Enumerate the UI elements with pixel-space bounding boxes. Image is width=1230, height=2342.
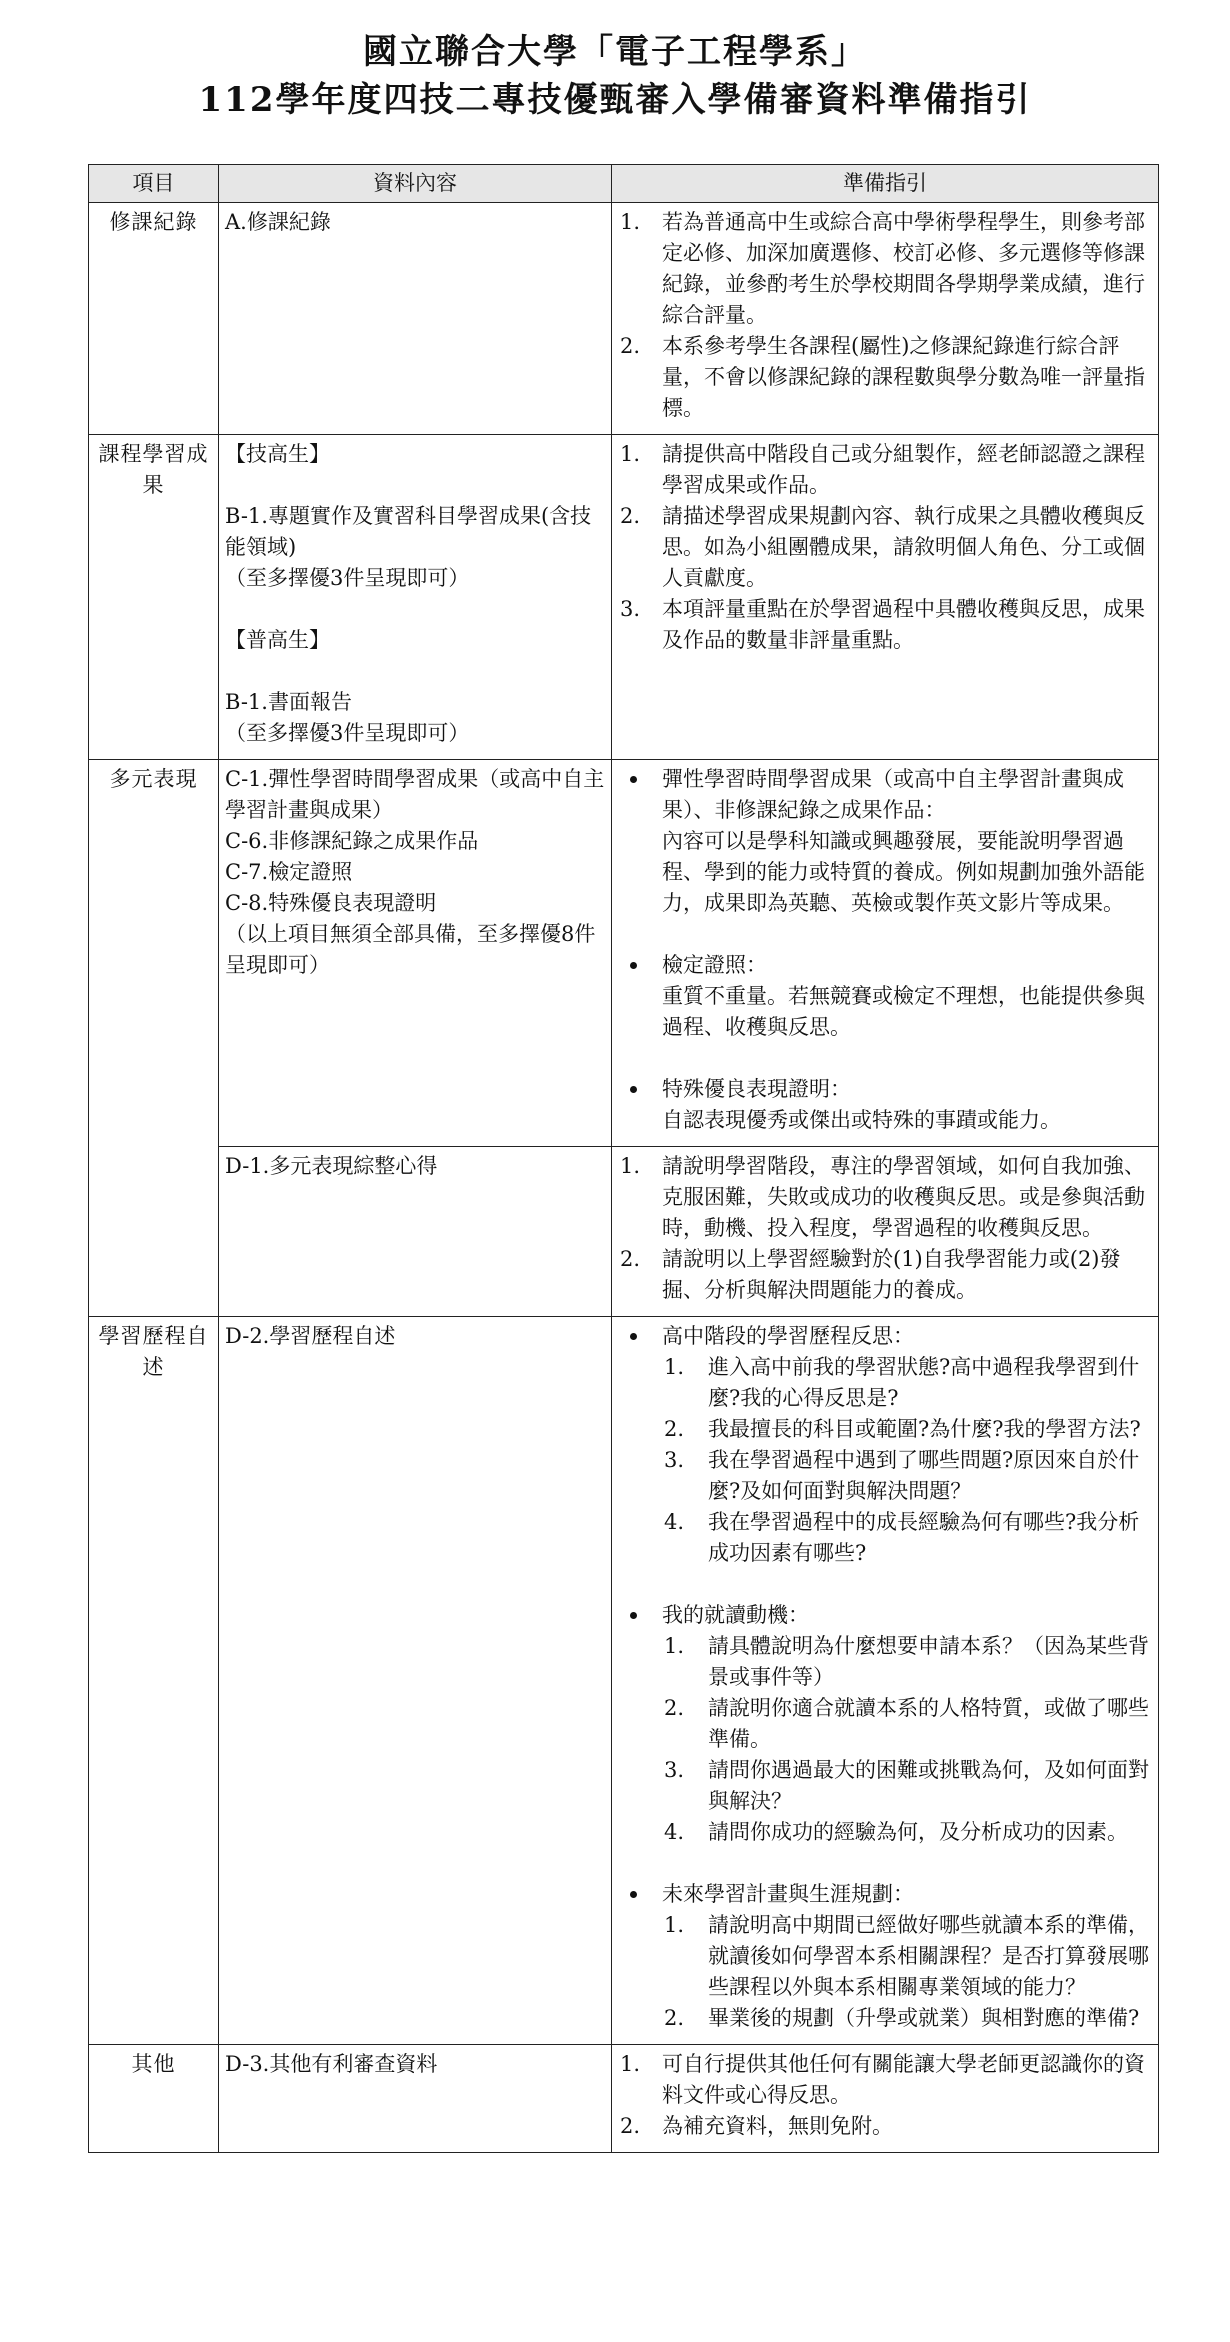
- item-cell: 修課紀錄: [89, 203, 219, 435]
- content-cell: D-1.多元表現綜整心得: [219, 1147, 612, 1317]
- page-subtitle: 112學年度四技二專技優甄審入學備審資料準備指引: [198, 80, 1032, 120]
- header-guide: 準備指引: [612, 165, 1159, 203]
- content-cell: D-3.其他有利審查資料: [219, 2045, 612, 2153]
- table-row-diverse: [89, 760, 1159, 1147]
- sub-item: 請問你成功的經驗為何，及分析成功的因素。: [708, 1820, 1128, 1844]
- guideline-table: [88, 164, 1159, 2153]
- content-line: B-1.專題實作及實習科目學習成果(含技能領域): [225, 504, 592, 559]
- table-row-learning: [89, 435, 1159, 760]
- guide-item: 請提供高中階段自己或分組製作，經老師認證之課程學習成果或作品。: [662, 442, 1145, 497]
- content-note: （至多擇優3件呈現即可）: [225, 721, 470, 745]
- general-student-label: 【普高生】: [225, 628, 330, 652]
- guide-bullet: [618, 1600, 1152, 1848]
- table-row-other: [89, 2045, 1159, 2153]
- guide-bullet: [618, 1879, 1152, 2034]
- bullet-head: 我的就讀動機：: [662, 1603, 809, 1627]
- guide-bullet: [618, 1321, 1152, 1569]
- guide-item: 本系參考學生各課程(屬性)之修課紀錄進行綜合評量，不會以修課紀錄的課程數與學分數為唯一評量指標。: [662, 334, 1145, 420]
- sub-item: 請說明高中期間已經做好哪些就讀本系的準備，就讀後如何學習本系相關課程？是否打算發展哪些課程以外與本系相關專業領域的能力？: [708, 1913, 1149, 1999]
- bullet-head: 彈性學習時間學習成果（或高中自主學習計畫與成果）、非修課紀錄之成果作品：: [662, 767, 1124, 822]
- guide-item: 請說明以上學習經驗對於(1)自我學習能力或(2)發掘、分析與解決問題能力的養成。: [662, 1247, 1121, 1302]
- guide-cell: [612, 2045, 1159, 2153]
- header-content: 資料內容: [219, 165, 612, 203]
- sub-item: 我在學習過程中的成長經驗為何有哪些?我分析成功因素有哪些?: [708, 1510, 1140, 1565]
- content-cell: A.修課紀錄: [219, 203, 612, 435]
- sub-item: 我最擅長的科目或範圍?為什麼?我的學習方法?: [708, 1417, 1141, 1441]
- header-item: 項目: [89, 165, 219, 203]
- sub-item: 我在學習過程中遇到了哪些問題?原因來自於什麼?及如何面對與解決問題？: [708, 1448, 1140, 1503]
- content-note: （以上項目無須全部具備，至多擇優8件呈現即可）: [225, 922, 596, 977]
- sub-item: 請具體說明為什麼想要申請本系？（因為某些背景或事件等）: [708, 1634, 1149, 1689]
- guide-item: 請說明學習階段，專注的學習領域，如何自我加強、克服困難，失敗或成功的收穫與反思。或是參與活動時，動機、投入程度，學習過程的收穫與反思。: [662, 1154, 1145, 1240]
- item-cell: 課程學習成果: [89, 435, 219, 760]
- guide-cell: [612, 760, 1159, 1147]
- item-cell: 多元表現: [89, 760, 219, 1317]
- table-row-autobiography: [89, 1317, 1159, 2045]
- bullet-head: 特殊優良表現證明：: [662, 1077, 851, 1101]
- content-cell: D-2.學習歷程自述: [219, 1317, 612, 2045]
- guide-bullet: [618, 764, 1152, 919]
- sub-item: 畢業後的規劃（升學或就業）與相對應的準備?: [708, 2006, 1140, 2030]
- guide-item: 若為普通高中生或綜合高中學術學程學生，則參考部定必修、加深加廣選修、校訂必修、多元選修等修課紀錄，並參酌考生於學校期間各學期學業成績，進行綜合評量。: [662, 210, 1145, 327]
- bullet-body: 重質不重量。若無競賽或檢定不理想，也能提供參與過程、收穫與反思。: [662, 984, 1145, 1039]
- content-line: C-7.檢定證照: [225, 860, 353, 884]
- sub-item: 請說明你適合就讀本系的人格特質，或做了哪些準備。: [708, 1696, 1149, 1751]
- bullet-head: 高中階段的學習歷程反思：: [662, 1324, 914, 1348]
- content-line: C-8.特殊優良表現證明: [225, 891, 437, 915]
- guide-bullet: [618, 950, 1152, 1043]
- guide-item: 請描述學習成果規劃內容、執行成果之具體收穫與反思。如為小組團體成果，請敘明個人角色、分工或個人貢獻度。: [662, 504, 1145, 590]
- table-header-row: [89, 165, 1159, 203]
- page-title: 國立聯合大學「電子工程學系」: [363, 32, 867, 72]
- sub-item: 請問你遇過最大的困難或挑戰為何，及如何面對與解決？: [708, 1758, 1149, 1813]
- content-line: B-1.書面報告: [225, 690, 352, 714]
- guide-item: 可自行提供其他任何有關能讓大學老師更認識你的資料文件或心得反思。: [662, 2052, 1145, 2107]
- item-cell: 學習歷程自述: [89, 1317, 219, 2045]
- bullet-body: 內容可以是學科知識或興趣發展，要能說明學習過程、學到的能力或特質的養成。例如規劃加強外語能力，成果即為英聽、英檢或製作英文影片等成果。: [662, 829, 1145, 915]
- guide-item: 本項評量重點在於學習過程中具體收穫與反思，成果及作品的數量非評量重點。: [662, 597, 1145, 652]
- guide-bullet: [618, 1074, 1152, 1136]
- guide-cell: [612, 203, 1159, 435]
- content-note: （至多擇優3件呈現即可）: [225, 566, 470, 590]
- content-cell: [219, 760, 612, 1147]
- bullet-body: 自認表現優秀或傑出或特殊的事蹟或能力。: [662, 1108, 1061, 1132]
- content-line: C-1.彈性學習時間學習成果（或高中自主學習計畫與成果）: [225, 767, 605, 822]
- content-line: C-6.非修課紀錄之成果作品: [225, 829, 479, 853]
- guide-cell: [612, 435, 1159, 760]
- tech-student-label: 【技高生】: [225, 442, 330, 466]
- guide-cell: [612, 1147, 1159, 1317]
- guide-cell: [612, 1317, 1159, 2045]
- item-cell: 其他: [89, 2045, 219, 2153]
- table-row-courses: [89, 203, 1159, 435]
- sub-item: 進入高中前我的學習狀態?高中過程我學習到什麼?我的心得反思是?: [708, 1355, 1140, 1410]
- guide-item: 為補充資料，無則免附。: [662, 2114, 893, 2138]
- table-row-reflection: [89, 1147, 1159, 1317]
- content-cell: [219, 435, 612, 760]
- bullet-head: 檢定證照：: [662, 953, 767, 977]
- bullet-head: 未來學習計畫與生涯規劃：: [662, 1882, 914, 1906]
